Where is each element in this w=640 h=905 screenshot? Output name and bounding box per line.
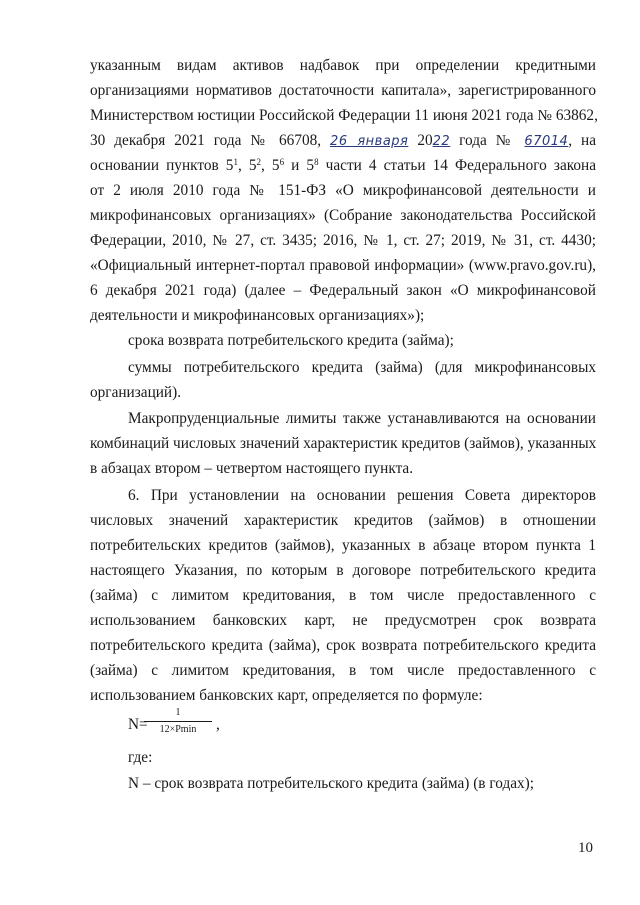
text-line: указанным видам активов надбавок при определении кредитными xyxy=(90,57,596,74)
text-line-points: основании пунктов $5^1$, $5^2$, $5^6$ и $5^8$ части 4 статьи 14 Федерального закона xyxy=(90,157,597,174)
text-line: потребительского кредита (займа), срок возврата потребительского кредита xyxy=(90,637,596,654)
text-line: числовых значений характеристик кредитов (займов) в отношении xyxy=(90,512,596,529)
text-line-registration xyxy=(90,129,596,155)
text-line: организациями нормативов достаточности капитала», зарегистрированного xyxy=(90,82,596,99)
text-line: Министерством юстиции Российской Федерации 11 июня 2021 года № 63862, xyxy=(90,107,598,124)
text-line-definition: N – срок возврата потребительского кредита (займа) (в годах); xyxy=(128,775,535,792)
text-line: от 2 июля 2010 года № 151-ФЗ «О микрофинансовой деятельности и xyxy=(90,182,596,199)
text-fragment: года № 67014, на xyxy=(459,132,597,149)
formula-numerator: 1 xyxy=(175,707,181,718)
text-line: в абзацах втором – четвертом настоящего пункта. xyxy=(90,460,414,477)
text-line: срока возврата потребительского кредита (займа); xyxy=(128,332,454,349)
text-line: настоящего Указания, по которым в договоре потребительского кредита xyxy=(90,562,596,579)
text-line: (займа) с лимитом кредитования, в том числе предоставленного с xyxy=(90,587,596,604)
formula-comma: , xyxy=(216,716,220,733)
text-line: деятельности и микрофинансовых организациях»); xyxy=(90,307,425,324)
text-line: Федерации, 2010, № 27, ст. 3435; 2016, № 1, ст. 27; 2019, № 31, ст. 4430; xyxy=(90,232,596,249)
formula-fraction xyxy=(144,707,212,736)
text-fragment: 2022 xyxy=(417,132,451,149)
text-line: суммы потребительского кредита (займа) (для микрофинансовых xyxy=(128,359,596,376)
text-line: комбинаций числовых значений характеристик кредитов (займов), указанных xyxy=(90,435,597,452)
text-fragment: 30 декабря 2021 года № 66708, xyxy=(90,132,322,149)
text-line: 6. При установлении на основании решения Совета директоров xyxy=(128,487,596,504)
handwritten-year: 22 xyxy=(432,134,451,149)
text-line: Макропруденциальные лимиты также устанавливаются на основании xyxy=(128,410,596,427)
handwritten-date: 26 января xyxy=(330,134,409,149)
text-line: использованием банковских карт, определяется по формуле: xyxy=(90,687,483,704)
formula xyxy=(128,705,328,745)
text-line: «Официальный интернет-портал правовой информации» (www.pravo.gov.ru), xyxy=(90,257,596,274)
formula-lhs: N= xyxy=(128,716,148,733)
text-line: (займа) с лимитом кредитования, в том числе предоставленного с xyxy=(90,662,596,679)
handwritten-number: 67014 xyxy=(524,134,569,149)
text-line: организаций). xyxy=(90,384,182,401)
text-line: 6 декабря 2021 года) (далее – Федеральный закон «О микрофинансовой xyxy=(90,282,596,299)
text-line-where: где: xyxy=(128,749,153,766)
text-line: микрофинансовых организациях» (Собрание законодательства Российской xyxy=(90,207,596,224)
text-line: потребительских кредитов (займов), указанных в абзаце втором пункта 1 xyxy=(90,537,596,554)
text-line: использованием банковских карт, не предусмотрен срок возврата xyxy=(90,612,596,629)
formula-denominator: 12×Pmin xyxy=(159,724,197,735)
page-number: 10 xyxy=(578,840,593,856)
